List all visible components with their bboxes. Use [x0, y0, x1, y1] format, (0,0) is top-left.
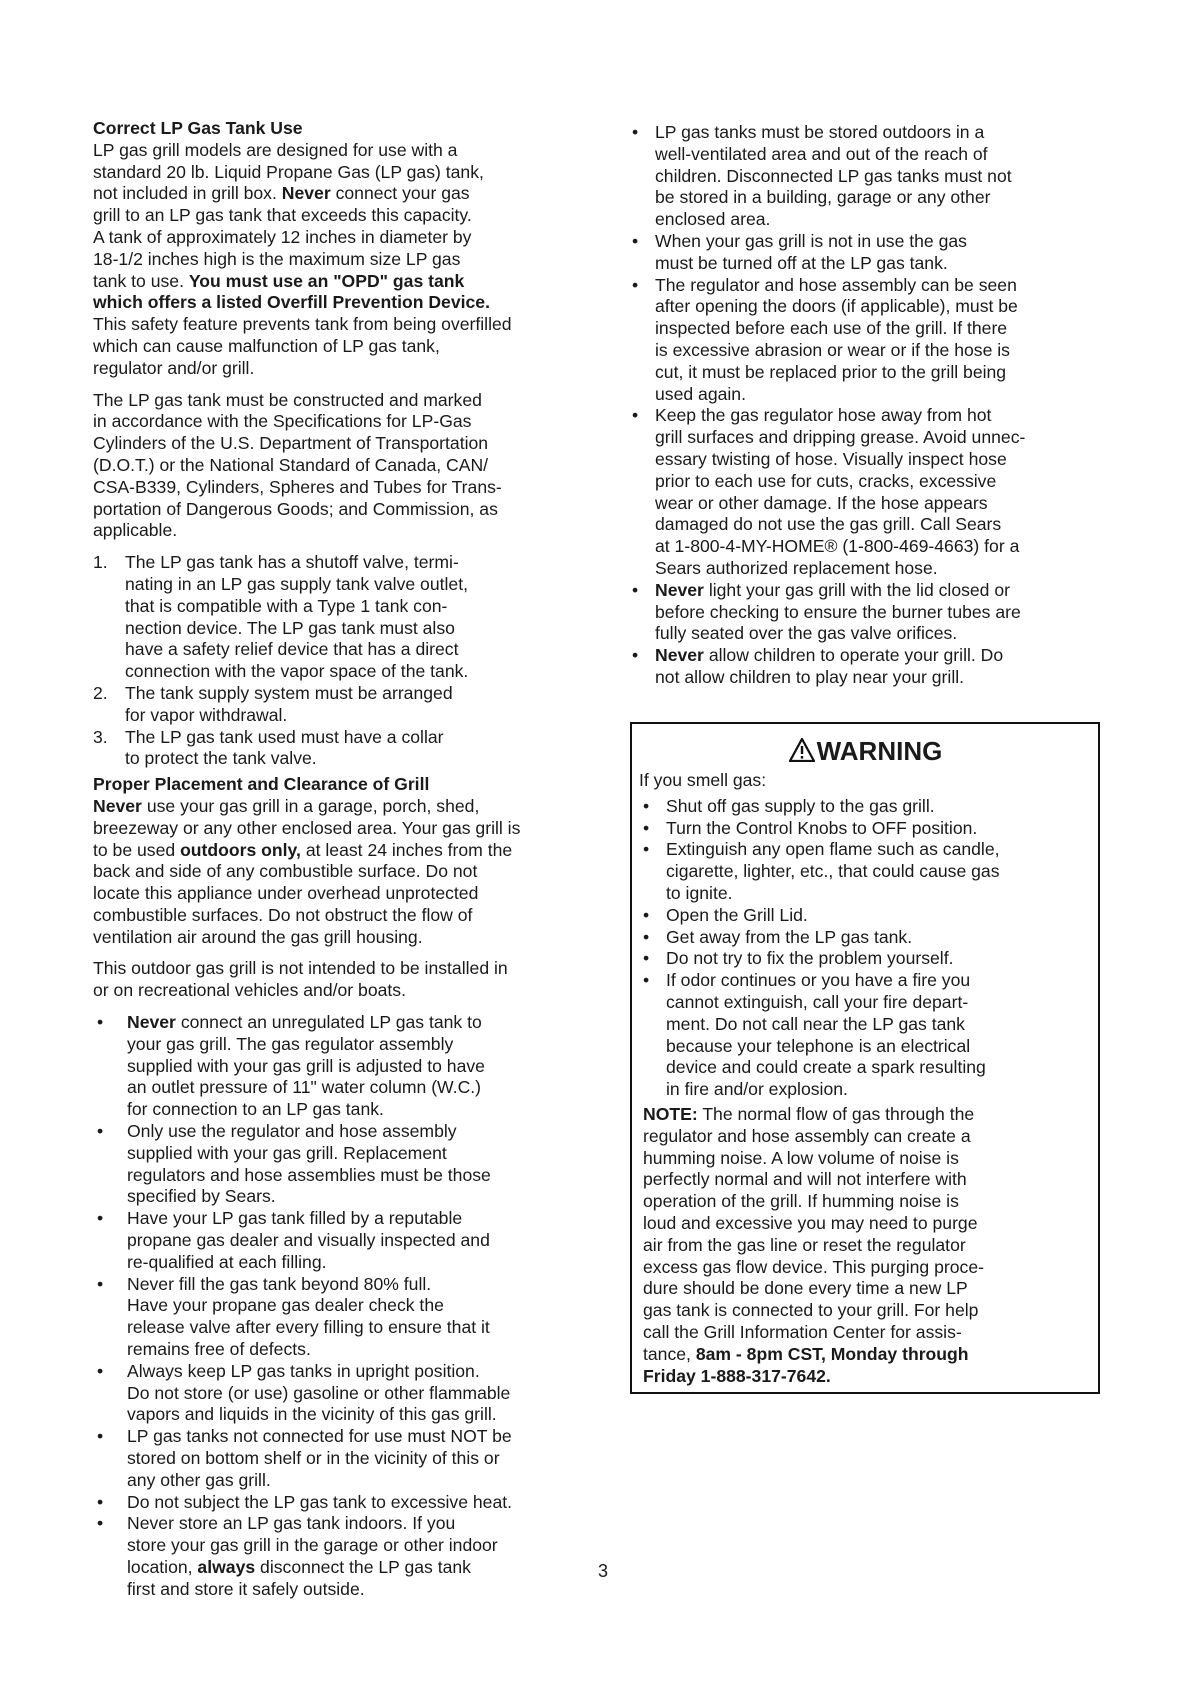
list-item — [93, 1208, 583, 1273]
text-line: regulator and hose assembly can create a — [643, 1125, 971, 1146]
text-line — [643, 1344, 1092, 1366]
bold-never: Never — [655, 579, 704, 600]
text-line: portation of Dangerous Goods; and Commission, as — [93, 498, 498, 519]
bold-phone: Friday 1-888-317-7642. — [643, 1365, 831, 1386]
text-line — [127, 1557, 583, 1579]
storage-bullet-list — [628, 122, 1108, 689]
text-line: back and side of any combustible surface. Do not — [93, 861, 478, 882]
text-line: grill to an LP gas tank that exceeds this capacity. — [93, 205, 472, 226]
list-item — [639, 905, 1092, 927]
text-line: essary twisting of hose. Visually inspect hose — [655, 448, 1007, 469]
text-line: in fire and/or explosion. — [666, 1079, 848, 1100]
bullet-icon: • — [643, 839, 650, 860]
warning-note — [639, 1104, 1092, 1387]
numbered-item — [93, 727, 583, 771]
note-label: NOTE: — [643, 1103, 698, 1124]
text-line: Do not try to fix the problem yourself. — [666, 948, 954, 969]
text-line: vapors and liquids in the vicinity of this gas grill. — [127, 1404, 497, 1425]
warning-list — [639, 796, 1092, 1101]
text-line: is excessive abrasion or wear or if the hose is — [655, 339, 1010, 360]
text-line: standard 20 lb. Liquid Propane Gas (LP gas) tank, — [93, 161, 484, 182]
tank-use-paragraph — [93, 140, 583, 380]
warning-intro: If you smell gas: — [639, 770, 767, 790]
list-item — [628, 645, 1108, 689]
text-line: cut, it must be replaced prior to the grill being — [655, 361, 1007, 382]
list-item — [639, 796, 1092, 818]
bold-never: Never — [127, 1012, 176, 1033]
text-line: used again. — [655, 383, 746, 404]
text-line: that is compatible with a Type 1 tank con- — [125, 595, 448, 616]
text-line: If odor continues or you have a fire you — [666, 970, 971, 991]
text-span: connect an unregulated LP gas tank to — [180, 1012, 482, 1033]
text-line: 18-1/2 inches high is the maximum size LP gas — [93, 248, 461, 269]
text-span: not included in grill box. — [93, 183, 277, 204]
text-line: The LP gas tank has a shutoff valve, termi- — [125, 552, 459, 573]
text-line: grill surfaces and dripping grease. Avoid unnec- — [655, 427, 1026, 448]
text-line: prior to each use for cuts, cracks, excessive — [655, 470, 997, 491]
text-line: to ignite. — [666, 882, 733, 903]
text-line: device and could create a spark resulting — [666, 1057, 986, 1078]
list-item — [93, 1361, 583, 1426]
list-item — [93, 1492, 583, 1514]
text-line: because your telephone is an electrical — [666, 1035, 971, 1056]
left-column — [93, 118, 583, 1601]
text-line: at 1-800-4-MY-HOME® (1-800-469-4663) for a — [655, 536, 1020, 557]
text-line: propane gas dealer and visually inspected and — [127, 1230, 490, 1251]
text-line: Cylinders of the U.S. Department of Transportation — [93, 433, 489, 454]
list-item — [93, 1513, 583, 1600]
text-line: Never store an LP gas tank indoors. If you — [127, 1513, 456, 1534]
bullet-icon: • — [97, 1012, 104, 1033]
text-line: LP gas tanks must be stored outdoors in a — [655, 122, 985, 142]
text-line: humming noise. A low volume of noise is — [643, 1147, 959, 1168]
bold-opd-2: which offers a listed Overfill Prevention Device. — [93, 292, 490, 313]
text-span: allow children to operate your grill. Do — [708, 645, 1004, 666]
placement-heading: Proper Placement and Clearance of Grill — [93, 774, 430, 795]
bullet-icon: • — [97, 1121, 104, 1142]
list-item — [93, 1012, 583, 1121]
text-line: Extinguish any open flame such as candle, — [666, 839, 1000, 860]
text-line: ment. Do not call near the LP gas tank — [666, 1013, 965, 1034]
text-line: applicable. — [93, 520, 178, 541]
text-line: damaged do not use the gas grill. Call Sears — [655, 514, 1002, 535]
list-item — [93, 1426, 583, 1491]
text-line: well-ventilated area and out of the reach of — [655, 143, 988, 164]
text-line: The tank supply system must be arranged — [125, 682, 453, 703]
text-line: ventilation air around the gas grill housing. — [93, 926, 423, 947]
text-line: Only use the regulator and hose assembly — [127, 1121, 457, 1142]
text-line — [93, 796, 583, 818]
bullet-icon: • — [643, 904, 650, 925]
bullet-icon: • — [97, 1513, 104, 1534]
numbered-item — [93, 683, 583, 727]
text-span: tance, — [643, 1343, 691, 1364]
item-number: 1. — [93, 552, 108, 573]
text-line: Shut off gas supply to the gas grill. — [666, 795, 935, 816]
bullet-icon: • — [632, 122, 639, 142]
text-line: any other gas grill. — [127, 1469, 271, 1490]
bold-never: Never — [655, 645, 704, 666]
text-line: Have your LP gas tank filled by a reputable — [127, 1208, 463, 1229]
text-line: locate this appliance under overhead unprotected — [93, 883, 479, 904]
text-line: LP gas grill models are designed for use with a — [93, 139, 458, 160]
text-line: enclosed area. — [655, 209, 771, 230]
text-line: first and store it safely outside. — [127, 1578, 365, 1599]
text-line: cigarette, lighter, etc., that could cause gas — [666, 861, 1000, 882]
list-item — [639, 839, 1092, 904]
text-line: wear or other damage. If the hose appears — [655, 492, 988, 513]
text-line: nating in an LP gas supply tank valve outlet, — [125, 573, 468, 594]
warning-triangle-icon — [789, 738, 815, 768]
text-line — [655, 645, 1108, 667]
text-line: gas tank is connected to your grill. For help — [643, 1300, 979, 1321]
warning-box — [630, 722, 1100, 1394]
text-line: to protect the tank valve. — [125, 748, 317, 769]
text-line: supplied with your gas grill. Replacement — [127, 1142, 447, 1163]
list-item — [639, 927, 1092, 949]
text-line: excess gas flow device. This purging proce- — [643, 1256, 984, 1277]
text-line: A tank of approximately 12 inches in diameter by — [93, 226, 472, 247]
safety-bullet-list — [93, 1012, 583, 1601]
bullet-icon: • — [97, 1426, 104, 1447]
text-line: not allow children to play near your grill. — [655, 666, 965, 687]
text-line: loud and excessive you may need to purge — [643, 1212, 978, 1233]
list-item — [639, 970, 1092, 1101]
page-number: 3 — [598, 1561, 609, 1581]
text-line: perfectly normal and will not interfere with — [643, 1169, 967, 1190]
text-line: nection device. The LP gas tank must also — [125, 617, 455, 638]
text-line: store your gas grill in the garage or other indoor — [127, 1535, 498, 1556]
text-line: The LP gas tank must be constructed and marked — [93, 389, 482, 410]
text-line: be stored in a building, garage or any other — [655, 187, 991, 208]
text-line: after opening the doors (if applicable), must be — [655, 296, 1018, 317]
bullet-icon: • — [632, 645, 639, 666]
text-line — [655, 580, 1108, 602]
text-line: The LP gas tank used must have a collar — [125, 726, 444, 747]
list-item — [628, 122, 1108, 231]
text-line — [93, 183, 583, 205]
tank-use-heading: Correct LP Gas Tank Use — [93, 118, 303, 138]
text-line: Turn the Control Knobs to OFF position. — [666, 817, 978, 838]
bullet-icon: • — [97, 1491, 104, 1512]
text-line: supplied with your gas grill is adjusted to have — [127, 1055, 485, 1076]
text-line: release valve after every filling to ensure that it — [127, 1317, 490, 1338]
text-line — [643, 1104, 1092, 1126]
text-line — [127, 1012, 583, 1034]
item-number: 2. — [93, 682, 108, 703]
item-number: 3. — [93, 726, 108, 747]
bullet-icon: • — [632, 274, 639, 295]
numbered-item — [93, 552, 583, 683]
text-line: operation of the grill. If humming noise is — [643, 1191, 959, 1212]
bullet-icon: • — [97, 1360, 104, 1381]
list-item — [628, 405, 1108, 579]
numbered-list — [93, 552, 583, 770]
text-span: disconnect the LP gas tank — [260, 1557, 471, 1577]
text-line: dure should be done every time a new LP — [643, 1278, 968, 1299]
bold-never: Never — [281, 183, 331, 204]
text-line: Open the Grill Lid. — [666, 904, 808, 925]
bullet-icon: • — [643, 817, 650, 838]
bold-never: Never — [93, 795, 142, 816]
bullet-icon: • — [643, 970, 650, 991]
list-item — [93, 1121, 583, 1208]
text-line: in accordance with the Specifications for LP-Gas — [93, 411, 472, 432]
text-line: remains free of defects. — [127, 1339, 311, 1360]
text-line: re-qualified at each filling. — [127, 1251, 327, 1272]
bullet-icon: • — [97, 1273, 104, 1294]
text-line: Sears authorized replacement hose. — [655, 557, 938, 578]
text-line: specified by Sears. — [127, 1186, 276, 1207]
text-line: Always keep LP gas tanks in upright position. — [127, 1360, 480, 1381]
text-line: The regulator and hose assembly can be seen — [655, 274, 1017, 295]
text-span: to be used — [93, 839, 176, 860]
list-item — [628, 580, 1108, 645]
text-line: stored on bottom shelf or in the vicinity of this or — [127, 1448, 500, 1469]
text-line: This safety feature prevents tank from being overfilled — [93, 314, 512, 335]
text-span: The normal flow of gas through the — [702, 1103, 975, 1124]
text-line: for vapor withdrawal. — [125, 704, 288, 725]
text-line: When your gas grill is not in use the gas — [655, 230, 967, 251]
text-line: regulators and hose assemblies must be those — [127, 1164, 491, 1185]
list-item — [628, 275, 1108, 406]
text-line: connection with the vapor space of the tank. — [125, 661, 469, 682]
bold-hours: 8am - 8pm CST, Monday through — [695, 1343, 969, 1364]
rv-paragraph — [93, 958, 583, 1002]
text-line: This outdoor gas grill is not intended to be installed in — [93, 958, 508, 979]
text-span: connect your gas — [335, 183, 470, 204]
text-line: air from the gas line or reset the regulator — [643, 1234, 966, 1255]
text-line: Do not store (or use) gasoline or other flammable — [127, 1382, 511, 1403]
text-span: location, — [127, 1557, 193, 1577]
text-line: or on recreational vehicles and/or boats. — [93, 980, 406, 1001]
text-span: light your gas grill with the lid closed or — [708, 579, 1011, 600]
text-line: breezeway or any other enclosed area. Your gas grill is — [93, 817, 521, 838]
text-line — [93, 292, 583, 314]
text-line: cannot extinguish, call your fire depart- — [666, 991, 969, 1012]
bullet-icon: • — [643, 926, 650, 947]
bullet-icon: • — [632, 405, 639, 426]
text-line — [643, 1366, 1092, 1388]
text-line: an outlet pressure of 11" water column (W.C.) — [127, 1077, 482, 1098]
list-item — [639, 948, 1092, 970]
text-line: must be turned off at the LP gas tank. — [655, 252, 948, 273]
text-line: CSA-B339, Cylinders, Spheres and Tubes for Trans- — [93, 476, 502, 497]
bullet-icon: • — [643, 795, 650, 816]
text-line: call the Grill Information Center for assis- — [643, 1321, 962, 1342]
text-line: before checking to ensure the burner tubes are — [655, 601, 1021, 622]
text-line: children. Disconnected LP gas tanks must not — [655, 165, 1012, 186]
text-line: LP gas tanks not connected for use must NOT be — [127, 1426, 512, 1447]
text-line: for connection to an LP gas tank. — [127, 1099, 384, 1120]
text-span: tank to use. — [93, 270, 184, 291]
text-line: your gas grill. The gas regulator assembly — [127, 1033, 454, 1054]
text-span: use your gas grill in a garage, porch, shed, — [146, 795, 480, 816]
placement-paragraph — [93, 796, 583, 949]
bullet-icon: • — [643, 948, 650, 969]
bold-outdoors: outdoors only, — [180, 839, 301, 860]
text-span: at least 24 inches from the — [305, 839, 513, 860]
warning-title — [639, 736, 1092, 768]
text-line: combustible surfaces. Do not obstruct the flow of — [93, 904, 473, 925]
text-line: fully seated over the gas valve orifices. — [655, 623, 958, 644]
text-line: Do not subject the LP gas tank to excessive heat. — [127, 1491, 513, 1512]
text-line: regulator and/or grill. — [93, 357, 255, 378]
list-item — [628, 231, 1108, 275]
text-line: Never fill the gas tank beyond 80% full. — [127, 1273, 432, 1294]
text-line — [93, 840, 583, 862]
list-item — [93, 1274, 583, 1361]
text-line: which can cause malfunction of LP gas tank, — [93, 335, 440, 356]
bold-always: always — [197, 1557, 256, 1577]
warning-title-text: WARNING — [816, 736, 943, 766]
right-column — [628, 122, 1108, 689]
bullet-icon: • — [97, 1208, 104, 1229]
text-line: inspected before each use of the grill. If there — [655, 318, 1008, 339]
text-line: have a safety relief device that has a direct — [125, 639, 459, 660]
text-line: Keep the gas regulator hose away from hot — [655, 405, 992, 426]
bullet-icon: • — [632, 579, 639, 600]
spec-paragraph — [93, 390, 583, 543]
text-line: Have your propane gas dealer check the — [127, 1295, 444, 1316]
list-item — [639, 818, 1092, 840]
bullet-icon: • — [632, 230, 639, 251]
text-line: (D.O.T.) or the National Standard of Canada, CAN/ — [93, 454, 489, 475]
text-line — [93, 271, 583, 293]
text-line: Get away from the LP gas tank. — [666, 926, 913, 947]
bold-opd: You must use an "OPD" gas tank — [188, 270, 465, 291]
